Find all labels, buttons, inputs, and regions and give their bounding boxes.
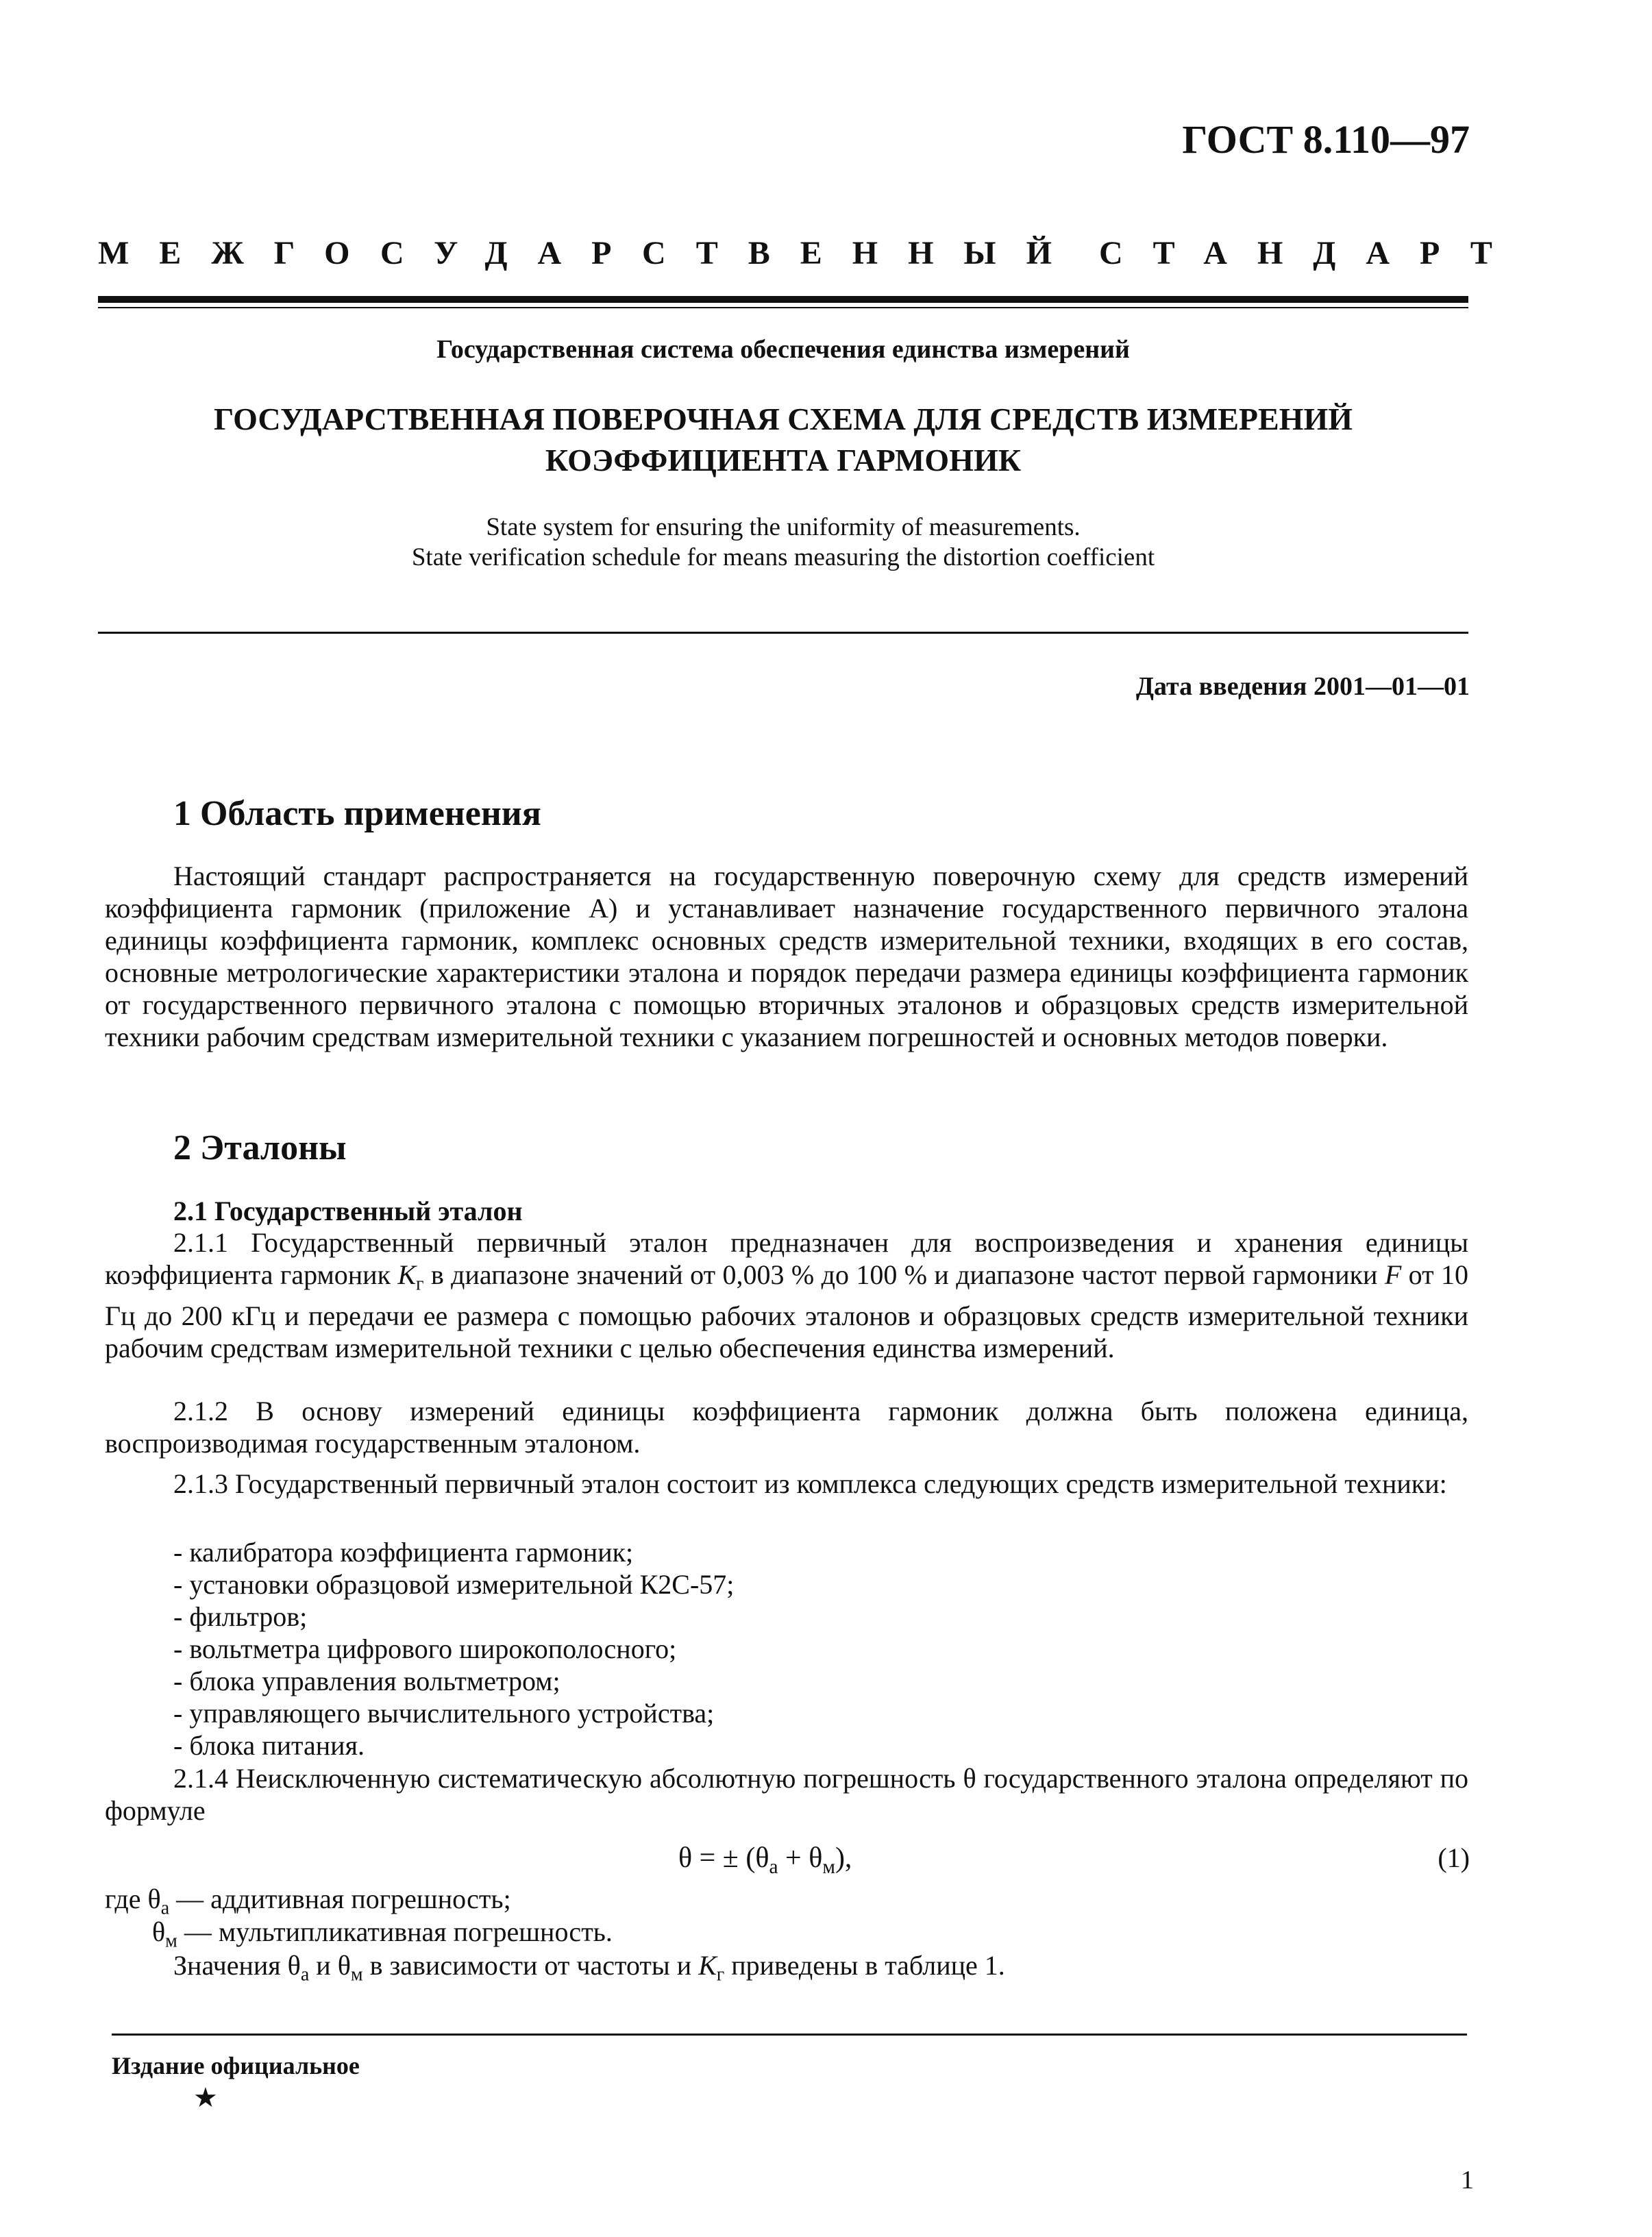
footer-rule: [112, 2034, 1467, 2036]
paragraph-2-1-1: 2.1.1 Государственный первичный эталон предназначен для воспроизведения и хранения единицы коэффициента гармоник $К_г$ в диапазоне значений от 0,003 % до 100 % и диапазоне частот первой гармоники F от 10 Гц до 200 кГц и передачи ее размера с помощью рабочих эталонов и образцовых средств измерительной техники рабочим средствам измерительной техники с целью обеспечения единства измерений.: [105, 1227, 1468, 1364]
formula-legend-additive: где $\theta_а$ — аддитивная погрешность;: [105, 1883, 511, 1919]
subsection-2-1-heading: 2.1 Государственный эталон: [173, 1196, 523, 1226]
header-rule-thin: [98, 307, 1468, 308]
list-item: - установки образцовой измерительной К2С-57;: [173, 1569, 735, 1600]
header-rule: [98, 296, 1468, 303]
introduction-date: Дата введения 2001—01—01: [1135, 672, 1470, 701]
english-title-line-1: State system for ensuring the uniformity of measurements.: [486, 513, 1081, 541]
standard-type-right: СТАНДАРТ: [1099, 235, 1522, 271]
page-number: 1: [1461, 2166, 1474, 2195]
list-item: - управляющего вычислительного устройства;: [173, 1698, 715, 1729]
title-rule: [98, 632, 1468, 634]
list-item: - калибратора коэффициента гармоник;: [173, 1537, 634, 1568]
section-2-heading: 2 Эталоны: [173, 1128, 347, 1167]
standard-type-left: МЕЖГОСУДАРСТВЕННЫЙ: [98, 235, 1082, 271]
formula-number: (1): [1438, 1842, 1470, 1873]
title-line-1: ГОСУДАРСТВЕННАЯ ПОВЕРОЧНАЯ СХЕМА ДЛЯ СРЕДСТВ ИЗМЕРЕНИЙ: [213, 401, 1353, 436]
section-1-heading: 1 Область применения: [173, 794, 541, 833]
list-item: - блока питания.: [173, 1730, 365, 1761]
document-number: ГОСТ 8.110—97: [1182, 117, 1470, 162]
english-title-line-2: State verification schedule for means measuring the distortion coefficient: [411, 543, 1155, 571]
table-reference-text: Значения $\theta_а$ и $\theta_м$ в зависимости от частоты и $К_г$ приведены в таблице 1.: [173, 1950, 1005, 1986]
paragraph-2-1-2: 2.1.2 В основу измерений единицы коэффициента гармоник должна быть положена единица, воспроизводимая государственным эталоном.: [105, 1396, 1468, 1459]
formula: θ = ± $(\theta_а + \theta_м)$,: [678, 1842, 852, 1878]
standard-series: Государственная система обеспечения единства измерений: [436, 335, 1130, 364]
section-1-text: Настоящий стандарт распространяется на государственную поверочную схему для средств измерений коэффициента гармоник (приложение А) и устанавливает назначение государственного первичного эталона единицы коэффициента гармоник, комплекс основных средств измерительной техники, входящих в его состав, основные метрологические характеристики эталона и порядок передачи размера единицы коэффициента гармоник от государственного первичного эталона с помощью вторичных эталонов и образцовых средств измерительной техники рабочим средствам измерительной техники с указанием погрешностей и основных методов поверки.: [105, 861, 1468, 1052]
formula-legend-multiplicative: $\theta_м$ — мультипликативная погрешность.: [152, 1916, 613, 1952]
official-edition-label: Издание официальное: [112, 2052, 360, 2079]
list-item: - вольтметра цифрового широкополосного;: [173, 1633, 677, 1664]
paragraph-2-1-3: 2.1.3 Государственный первичный эталон состоит из комплекса следующих средств измерительной техники:: [173, 1468, 1447, 1499]
paragraph-2-1-4: 2.1.4 Неисключенную систематическую абсолютную погрешность θ государственного эталона определяют по формуле: [105, 1763, 1468, 1826]
title-line-2: КОЭФФИЦИЕНТА ГАРМОНИК: [545, 443, 1022, 478]
star-icon: ★: [193, 2082, 218, 2113]
list-item: - блока управления вольтметром;: [173, 1666, 560, 1696]
list-item: - фильтров;: [173, 1601, 308, 1632]
